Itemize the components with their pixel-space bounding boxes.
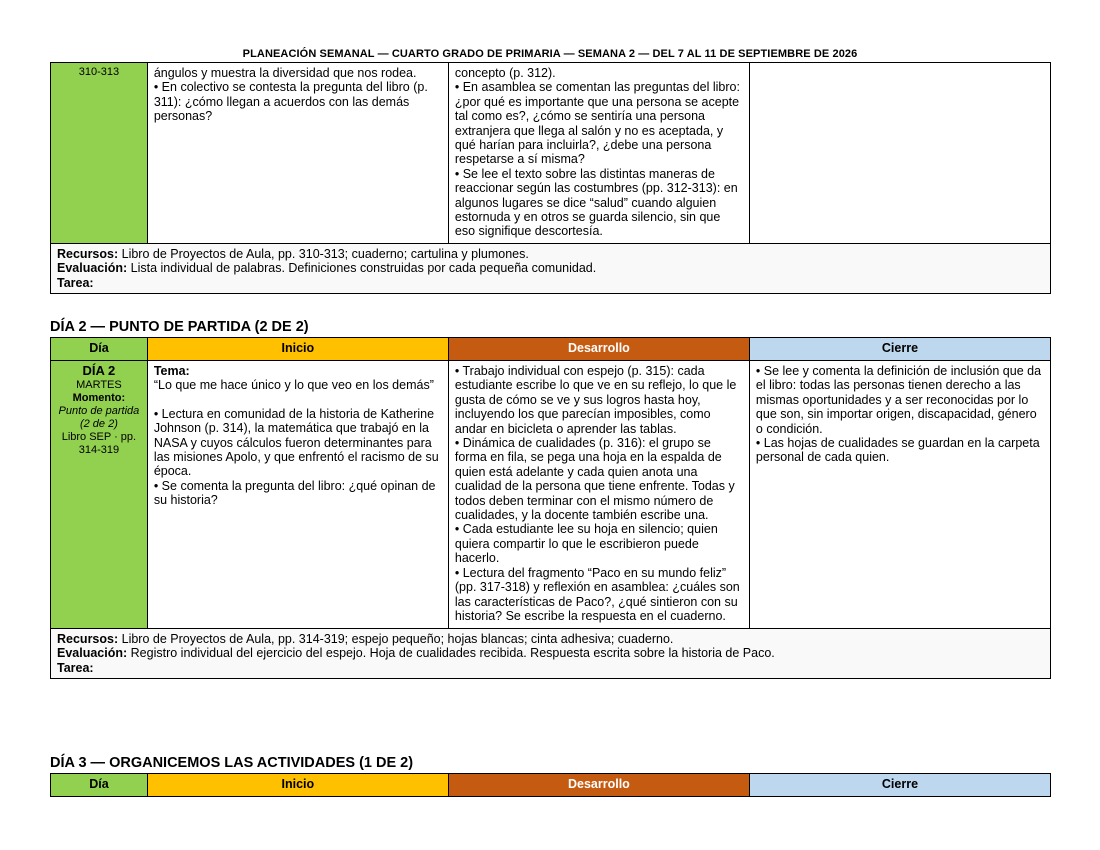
column-header-desarrollo: Desarrollo	[448, 338, 749, 361]
day1-inicio-bullet: • En colectivo se contesta la pregunta del libro (p. 311): ¿cómo llegan a acuerdos con las demás personas?	[153, 80, 428, 124]
day1-desarrollo-cell	[448, 63, 749, 244]
day2-momento: Momento: Punto de partida (2 de 2)	[58, 392, 140, 430]
day3-section-title: DÍA 3 — ORGANICEMOS LAS ACTIVIDADES (1 DE 2)	[50, 755, 414, 771]
day2-inicio-bullet: • Se comenta la pregunta del libro: ¿qué opinan de su historia?	[153, 478, 436, 508]
day1-cierre-cell	[749, 63, 1050, 244]
column-header-desarrollo: Desarrollo	[448, 774, 749, 797]
column-header-dia: Día	[51, 774, 148, 797]
day2-day-label: DÍA 2	[82, 363, 116, 378]
day1-evaluacion: Evaluación: Lista individual de palabras. Definiciones construidas por cada pequeña comunidad.	[57, 261, 597, 276]
page-header: PLANEACIÓN SEMANAL — CUARTO GRADO DE PRIMARIA — SEMANA 2 — DEL 7 AL 11 DE SEPTIEMBRE DE 2026	[242, 48, 858, 60]
day2-desarrollo-cell	[448, 361, 749, 629]
column-header-dia: Día	[51, 338, 148, 361]
day2-resources-row	[51, 629, 1051, 679]
day2-resources-cell	[51, 629, 1051, 679]
day2-day-cell	[51, 361, 148, 629]
day2-header-row	[51, 338, 1051, 361]
day2-desarrollo-bullet: • Dinámica de cualidades (p. 316): el grupo se forma en fila, se pega una hoja en la espalda de quien está adelante y cada quien anota una cualidad de la persona que tiene enfrente. Todas y todos deben terminar con el mismo número de cualidades, y la docente también escribe una.	[454, 436, 735, 523]
day2-tarea: Tarea:	[57, 660, 94, 675]
day2-evaluacion: Evaluación: Registro individual del ejercicio del espejo. Hoja de cualidades recibida. Respuesta escrita sobre la historia de Paco.	[57, 646, 775, 661]
day2-table	[50, 337, 1051, 679]
day1-desarrollo-bullet: • Se lee el texto sobre las distintas maneras de reaccionar según las costumbres (pp. 312-313): en algunos lugares se dice “salud” cuando alguien estornuda y en otros se guarda silencio, sin que eso signifique descortesía.	[454, 166, 738, 239]
day1-pages-cell	[51, 63, 148, 244]
day1-recursos: Recursos: Libro de Proyectos de Aula, pp. 310-313; cuaderno; cartulina y plumones.	[57, 247, 529, 261]
day2-weekday: MARTES	[76, 379, 122, 391]
column-header-cierre: Cierre	[749, 338, 1050, 361]
column-header-inicio: Inicio	[147, 774, 448, 797]
day2-desarrollo-bullet: • Lectura del fragmento “Paco en su mundo feliz” (pp. 317-318) y reflexión en asamblea: ¿cuáles son las características de Paco?, ¿qué sintieron con su historia? Se escribe la respuesta en el cuaderno.	[454, 565, 740, 623]
day1-resources-row	[51, 244, 1051, 294]
day1-continuation-table	[50, 62, 1051, 294]
day2-inicio-bullet: • Lectura en comunidad de la historia de Katherine Johnson (p. 314), la matemática que trabajó en la NASA y cuyos cálculos fueron determinantes para las misiones Apolo, y que enfrentó el racismo de su época.	[153, 406, 439, 479]
day2-desarrollo-bullet: • Cada estudiante lee su hoja en silencio; quien quiera compartir lo que le escribieron puede hacerlo.	[454, 522, 718, 566]
day2-book-pages: Libro SEP · pp. 314-319	[61, 431, 137, 456]
column-header-cierre: Cierre	[749, 774, 1050, 797]
column-header-inicio: Inicio	[147, 338, 448, 361]
day2-activity-row	[51, 361, 1051, 629]
day1-resources-cell	[51, 244, 1051, 294]
day1-desarrollo-text: concepto (p. 312).	[454, 66, 556, 80]
day2-section-title: DÍA 2 — PUNTO DE PARTIDA (2 DE 2)	[50, 319, 309, 335]
day1-desarrollo-bullet: • En asamblea se comentan las preguntas del libro: ¿por qué es importante que una persona se acepte tal como es?, ¿cómo se sentiría una persona extranjera que llega al salón y no es aceptada, y qué harían para incluirla?, ¿debe una persona respetarse a sí misma?	[454, 80, 740, 167]
day1-tarea: Tarea:	[57, 275, 94, 290]
day3-table	[50, 773, 1051, 797]
day1-inicio-text: ángulos y muestra la diversidad que nos rodea.	[153, 66, 417, 80]
day2-recursos: Recursos: Libro de Proyectos de Aula, pp. 314-319; espejo pequeño; hojas blancas; cinta adhesiva; cuaderno.	[57, 632, 674, 646]
day3-header-row	[51, 774, 1051, 797]
day2-tema: “Lo que me hace único y lo que veo en los demás”	[153, 378, 434, 393]
day1-pages: 310-313	[78, 66, 120, 78]
day2-tema-label: Tema:	[153, 364, 190, 378]
day2-cierre-cell	[749, 361, 1050, 629]
day1-activity-row	[51, 63, 1051, 244]
day2-inicio-cell	[147, 361, 448, 629]
day2-cierre-bullet: • Las hojas de cualidades se guardan en la carpeta personal de cada quien.	[755, 436, 1040, 465]
day2-desarrollo-bullet: • Trabajo individual con espejo (p. 315): cada estudiante escribe lo que ve en su reflejo, lo que le gusta de cómo se ve y sus logros hasta hoy, incluyendo los que parecían imposibles, como andar en bicicleta o aprender las tablas.	[454, 364, 737, 436]
day2-cierre-bullet: • Se lee y comenta la definición de inclusión que da el libro: todas las personas tienen derecho a las mismas oportunidades y a ser reconocidas por lo que son, sin importar origen, discapacidad, género o condición.	[755, 364, 1042, 436]
day1-inicio-cell	[147, 63, 448, 244]
